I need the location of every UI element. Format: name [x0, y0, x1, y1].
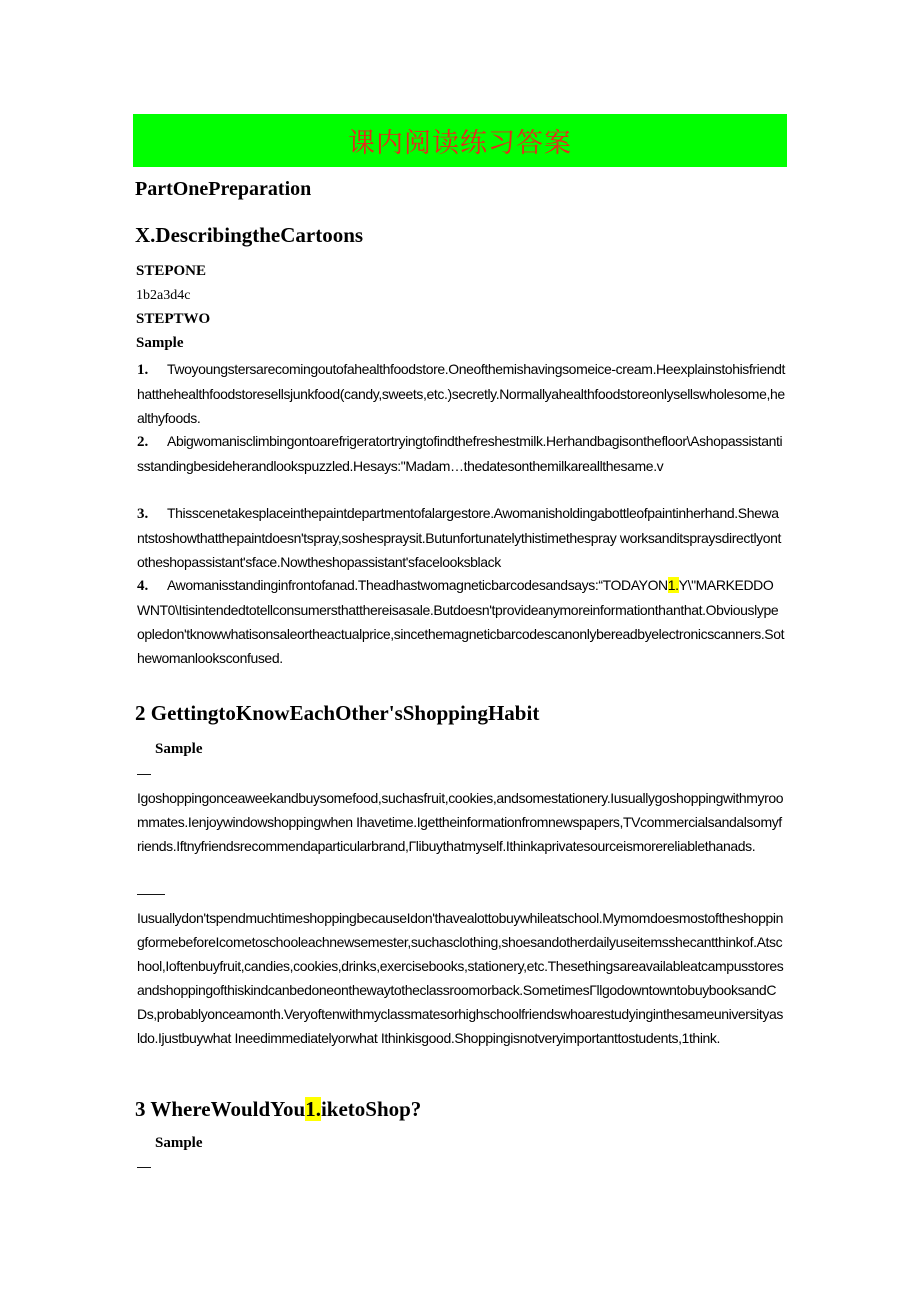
step-one-label: STEPONE — [136, 263, 207, 279]
step-two-label: STEPTWO — [136, 311, 211, 327]
heading-text-after: iketoShop? — [320, 1097, 422, 1121]
highlighted-text: 1. — [305, 1097, 321, 1121]
sample-label: Sample — [155, 1135, 203, 1151]
section-heading-shopping-habit: 2 GettingtoKnowEachOther'sShoppingHabit — [135, 701, 540, 725]
sample-label: Sample — [136, 335, 184, 351]
title-banner — [133, 114, 787, 167]
sample-paragraph-1: Igoshoppingonceaweekandbuysomefood,suchasfruit,cookies,andsomestationery.Iusuallygoshoppingwithmyroommates.Ienjoywindowshoppingwhen Ihavetime.Igettheinformationfromnewspapers,TVcommercialsandalsomyfriends.Iftnyfriendsrecommendaparticularbrand,Γlibuythatmyself.Ithinkaprivatesourceismorereliablethanads. — [137, 790, 784, 854]
item-text-after: Y\"MARKEDDOWNT0\Itisintendedtotellconsumersthatthereisasale.Butdoesn'tprovideanymoreinformationthanthat.Obviouslypeopledon'tknowwhatisonsaleortheactualprice,sincethemagneticbarcodescanonlybereadbyelectronicscanners.Sothewomanlooksconfused. — [137, 577, 785, 666]
item-number: 1. — [137, 362, 149, 378]
cartoon-description-2 — [137, 429, 785, 478]
section-heading-where-to-shop — [135, 1097, 421, 1122]
item-text: Twoyoungstersarecomingoutofahealthfoodstore.Oneofthemishavingsomeice-cream.Heexplainstohisfriendthatthehealthfoodstoresellsjunkfood(candy,sweets,etc.)secretly.Normallyahealthfoodstoreonlysellswholesome,healthyfoods. — [137, 361, 786, 426]
item-text: Thisscenetakesplaceinthepaintdepartmentofalargestore.Awomanisholdingabottleofpaintinherhand.Shewantstoshowthatthepaintdoesn'tspray,soshespraysit.Butunfortunatelythistimethespray worksanditspraysdirectlyontotheshopassistant'sface.Nowtheshopassistant'sfacelooksblack — [137, 505, 782, 570]
cartoon-description-1 — [137, 357, 785, 430]
item-number: 3. — [137, 506, 149, 522]
item-number: 2. — [137, 434, 149, 450]
dash-separator: — — [137, 765, 151, 781]
item-text: Abigwomanisclimbingontoarefrigeratortryingtofindthefreshestmilk.Herhandbagisonthefloor\Ashopassistantisstandingbesideherandlookspuzzled.Hesays:"Madam…thedatesonthemilkareallthesame.v — [137, 433, 783, 474]
highlighted-text: 1. — [667, 577, 679, 593]
part-heading: PartOnePreparation — [135, 178, 312, 200]
item-text-before: Awomanisstandinginfrontofanad.Theadhastwomagneticbarcodesandsays:“TODAYON — [167, 577, 668, 593]
dash-separator: —— — [137, 885, 165, 901]
section-heading-cartoons: X.DescribingtheCartoons — [135, 223, 364, 247]
sample-label: Sample — [155, 741, 203, 757]
sample-paragraph-2: Iusuallydon'tspendmuchtimeshoppingbecauseIdon'thavealottobuywhileatschool.MymomdoesmostoftheshoppingformebeforeIcometoschooleachnewsemester,suchasclothing,shoesandotherdailyuseitemsshecantthinkof.Atschool,Ioftenbuyfruit,candies,cookies,drinks,exercisebooks,stationery,etc.Thesethingsareavailableatcampusstoresandshoppingofthiskindcanbedoneonthewaytotheclassroomorback.SometimesΓllgodowntowntobuybooksandCDs,probablyonceamonth.Veryoftenwithmyclassmatesorhighschoolfriendswhoarestudyinginthesameuniversityasldo.Ijustbuywhat Ineedimmediatelyorwhat Ithinkisgood.Shoppingisnotveryimportanttostudents,1think. — [137, 910, 784, 1046]
item-number: 4. — [137, 578, 149, 594]
heading-text-before: 3 WhereWouldYou — [135, 1097, 306, 1121]
page-title: 课内阅读练习答案 — [348, 128, 572, 159]
cartoon-description-3 — [137, 501, 785, 574]
step-one-answers: 1b2a3d4c — [136, 288, 191, 303]
dash-separator: — — [137, 1158, 151, 1174]
cartoon-description-4 — [137, 573, 785, 670]
